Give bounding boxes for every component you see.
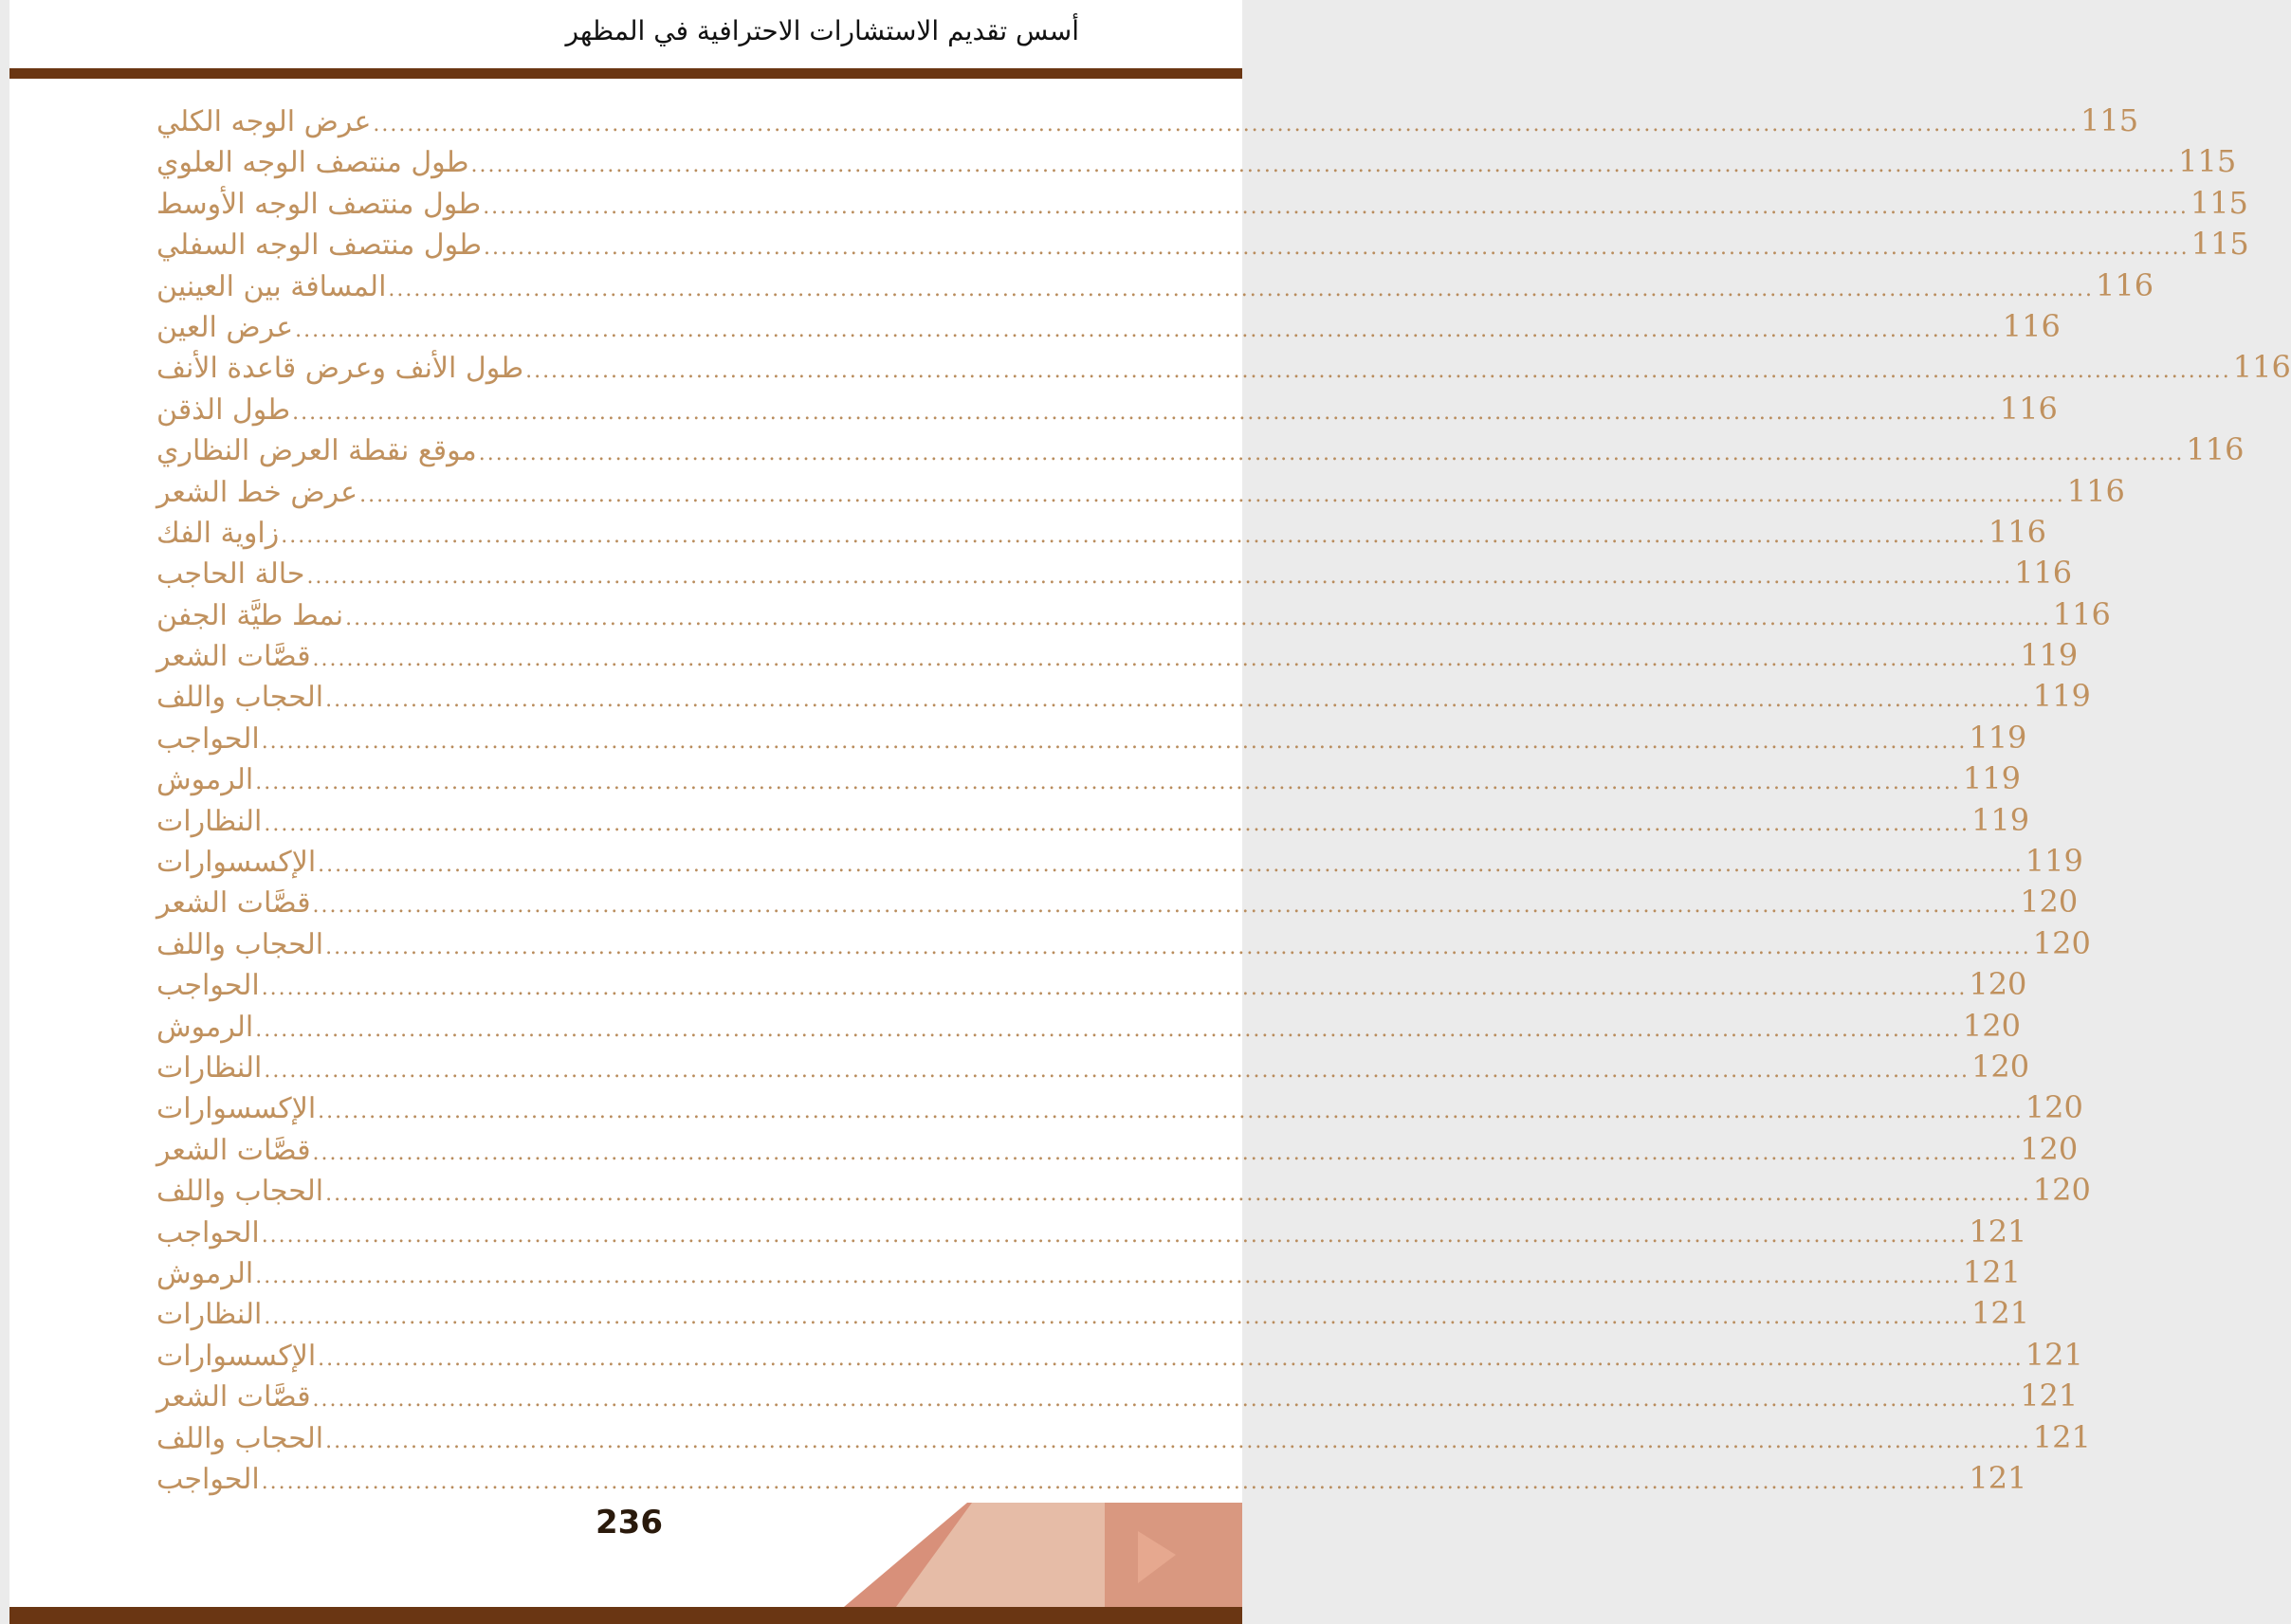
toc-dot-leader: ........................................................................................................................................................................................................: [261, 1469, 1968, 1494]
toc-entry-page: 120: [1962, 1007, 2021, 1044]
toc-entry-title: الحجاب واللف: [156, 927, 324, 961]
toc-dot-leader: ........................................................................................................................................................................................................: [359, 483, 2065, 507]
toc-entry-title: الحواجب: [156, 1462, 260, 1496]
toc-entry-page: 115: [2178, 143, 2237, 180]
toc-dot-leader: ........................................................................................................................................................................................................: [255, 1264, 1961, 1288]
toc-dot-leader: ........................................................................................................................................................................................................: [264, 1058, 1970, 1083]
toc-entry: [156, 389, 2058, 429]
toc-dot-leader: ........................................................................................................................................................................................................: [483, 194, 2189, 219]
toc-entry: [156, 841, 2083, 882]
toc-dot-leader: ........................................................................................................................................................................................................: [373, 113, 2080, 137]
toc-entry-page: 115: [2190, 184, 2248, 221]
toc-entry-title: قصَّات الشعر: [156, 640, 311, 674]
toc-entry-page: 120: [2025, 1089, 2083, 1126]
toc-entry: [156, 265, 2154, 306]
toc-entry-page: 120: [2020, 884, 2079, 921]
toc-entry-page: 119: [2032, 678, 2091, 715]
toc-entry-page: 120: [1969, 966, 2027, 1003]
toc-entry-page: 119: [1962, 760, 2021, 797]
toc-entry: [156, 882, 2079, 922]
toc-entry: [156, 306, 2061, 347]
toc-dot-leader: ........................................................................................................................................................................................................: [312, 648, 2019, 672]
toc-entry-title: طول منتصف الوجه الأوسط: [156, 187, 482, 221]
toc-entry: [156, 1335, 2083, 1376]
toc-entry-title: طول منتصف الوجه العلوي: [156, 146, 469, 180]
toc-entry-title: عرض العين: [156, 310, 294, 344]
toc-dot-leader: ........................................................................................................................................................................................................: [306, 565, 2013, 590]
toc-entry-page: 121: [2025, 1336, 2083, 1373]
toc-dot-leader: ........................................................................................................................................................................................................: [255, 771, 1961, 795]
toc-entry-page: 120: [2032, 1172, 2091, 1209]
toc-dot-leader: ........................................................................................................................................................................................................: [281, 523, 1987, 548]
toc-dot-leader: ........................................................................................................................................................................................................: [318, 1346, 2024, 1371]
toc-dot-leader: ........................................................................................................................................................................................................: [261, 729, 1968, 754]
header-rule: [9, 68, 1242, 79]
toc-dot-leader: ........................................................................................................................................................................................................: [483, 236, 2190, 261]
toc-entry: [156, 224, 2249, 265]
toc-entry: [156, 635, 2079, 676]
toc-entry: [156, 1047, 2030, 1087]
document-page: [9, 0, 2291, 1624]
toc-entry-title: الرموش: [156, 1256, 254, 1290]
toc-dot-leader: ........................................................................................................................................................................................................: [312, 1140, 2019, 1165]
toc-entry: [156, 1458, 2027, 1499]
toc-entry-page: 119: [2020, 637, 2079, 674]
toc-entry: [156, 1293, 2030, 1334]
toc-entry-title: قصَّات الشعر: [156, 1380, 311, 1414]
toc-entry: [156, 1212, 2027, 1252]
page-number: 236: [596, 1504, 663, 1542]
toc-entry-title: الحواجب: [156, 969, 260, 1003]
toc-entry-title: نمط طيَّة الجفن: [156, 598, 344, 632]
toc-entry-title: زاوية الفك: [156, 516, 280, 550]
toc-entry-title: حالة الحاجب: [156, 557, 305, 592]
toc-entry: [156, 1170, 2091, 1211]
toc-entry-title: قصَّات الشعر: [156, 1133, 311, 1167]
toc-dot-leader: ........................................................................................................................................................................................................: [388, 277, 2095, 301]
toc-entry-title: موقع نقطة العرض النظاري: [156, 434, 477, 468]
toc-entry-page: 121: [1969, 1213, 2027, 1250]
toc-entry-page: 115: [2190, 226, 2249, 263]
toc-dot-leader: ........................................................................................................................................................................................................: [318, 1100, 2024, 1124]
toc-entry-title: الحواجب: [156, 721, 260, 756]
toc-entry: [156, 183, 2248, 224]
toc-dot-leader: ........................................................................................................................................................................................................: [312, 894, 2019, 919]
toc-dot-leader: ........................................................................................................................................................................................................: [318, 853, 2024, 878]
toc-entry-title: الحجاب واللف: [156, 681, 324, 715]
toc-entry-title: المسافة بين العينين: [156, 269, 387, 303]
toc-entry-title: قصَّات الشعر: [156, 886, 311, 921]
toc-entry: [156, 1376, 2079, 1416]
toc-entry-page: 116: [2096, 266, 2154, 303]
toc-entry-page: 121: [1969, 1459, 2027, 1496]
toc-entry: [156, 512, 2046, 553]
toc-dot-leader: ........................................................................................................................................................................................................: [325, 1182, 2031, 1207]
toc-entry-title: الإكسسوارات: [156, 1339, 317, 1373]
toc-entry: [156, 964, 2027, 1005]
toc-entry: [156, 471, 2125, 512]
toc-entry-page: 116: [2232, 349, 2291, 386]
toc-entry-title: الرموش: [156, 1010, 254, 1044]
toc-dot-leader: ........................................................................................................................................................................................................: [312, 1388, 2019, 1413]
toc-dot-leader: ........................................................................................................................................................................................................: [261, 1223, 1968, 1248]
toc-entry-page: 119: [2025, 843, 2083, 880]
toc-entry-page: 116: [2186, 431, 2245, 468]
toc-entry-page: 116: [1999, 390, 2058, 427]
toc-entry-page: 120: [1970, 1048, 2030, 1085]
toc-entry-page: 119: [1970, 801, 2030, 838]
toc-dot-leader: ........................................................................................................................................................................................................: [345, 606, 2051, 630]
toc-entry: [156, 1417, 2091, 1458]
toc-entry-title: الإكسسوارات: [156, 1092, 317, 1126]
toc-entry-page: 116: [2066, 472, 2125, 509]
toc-dot-leader: ........................................................................................................................................................................................................: [478, 442, 2185, 466]
toc-dot-leader: ........................................................................................................................................................................................................: [261, 976, 1968, 1001]
toc-entry-title: طول منتصف الوجه السفلي: [156, 228, 482, 263]
toc-entry-page: 115: [2080, 102, 2139, 138]
toc-entry-page: 121: [1970, 1295, 2030, 1332]
toc-dot-leader: ........................................................................................................................................................................................................: [525, 359, 2231, 384]
toc-entry-page: 116: [2002, 307, 2061, 344]
toc-dot-leader: ........................................................................................................................................................................................................: [470, 154, 2177, 178]
toc-entry: [156, 923, 2091, 964]
toc-entry-title: طول الأنف وعرض قاعدة الأنف: [156, 352, 524, 386]
toc-entry: [156, 676, 2091, 717]
toc-dot-leader: ........................................................................................................................................................................................................: [264, 1305, 1970, 1330]
toc-entry: [156, 141, 2237, 182]
toc-dot-leader: ........................................................................................................................................................................................................: [255, 1017, 1961, 1042]
toc-dot-leader: ........................................................................................................................................................................................................: [295, 318, 2001, 342]
toc-entry-title: الرموش: [156, 763, 254, 797]
toc-entry-title: الحجاب واللف: [156, 1175, 324, 1209]
toc-entry-page: 121: [1962, 1253, 2021, 1290]
toc-entry-title: النظارات: [156, 1298, 263, 1332]
running-header-title: أسس تقديم الاستشارات الاحترافية في المظهر: [565, 15, 1079, 46]
toc-entry-title: الإكسسوارات: [156, 846, 317, 880]
toc-entry-title: الحواجب: [156, 1215, 260, 1250]
toc-dot-leader: ........................................................................................................................................................................................................: [325, 935, 2031, 959]
toc-entry-title: النظارات: [156, 804, 263, 838]
toc-entry: [156, 553, 2073, 593]
toc-entry-title: عرض الوجه الكلي: [156, 105, 372, 138]
toc-entry-title: طول الذقن: [156, 392, 291, 427]
toc-dot-leader: ........................................................................................................................................................................................................: [325, 1429, 2031, 1453]
toc-entry-title: النظارات: [156, 1050, 263, 1085]
toc-entry-page: 116: [2052, 595, 2111, 632]
toc-entry-title: عرض خط الشعر: [156, 475, 358, 509]
footer-decoration: [844, 1503, 1242, 1607]
toc-entry-page: 120: [2020, 1130, 2079, 1167]
toc-entry: [156, 429, 2245, 470]
toc-entry: [156, 1006, 2021, 1047]
toc-entry: [156, 758, 2021, 799]
toc-entry-page: 116: [2014, 555, 2073, 592]
toc-entry-page: 120: [2032, 924, 2091, 961]
toc-entry: [156, 1129, 2079, 1170]
toc-entry-page: 116: [1988, 513, 2046, 550]
toc-dot-leader: ........................................................................................................................................................................................................: [264, 812, 1970, 836]
footer-rule: [9, 1607, 1242, 1624]
toc-dot-leader: ........................................................................................................................................................................................................: [292, 400, 1998, 425]
toc-dot-leader: ........................................................................................................................................................................................................: [325, 688, 2031, 713]
table-of-contents: [156, 100, 2291, 1499]
toc-entry: [156, 1087, 2083, 1128]
toc-entry: [156, 594, 2111, 635]
toc-entry-page: 121: [2020, 1378, 2079, 1414]
toc-entry: [156, 1252, 2021, 1293]
toc-entry: [156, 100, 2139, 141]
toc-entry-page: 121: [2032, 1418, 2091, 1455]
toc-entry: [156, 800, 2030, 841]
toc-entry-title: الحجاب واللف: [156, 1421, 324, 1455]
toc-entry: [156, 347, 2291, 388]
toc-entry: [156, 718, 2027, 758]
toc-entry-page: 119: [1969, 719, 2027, 756]
